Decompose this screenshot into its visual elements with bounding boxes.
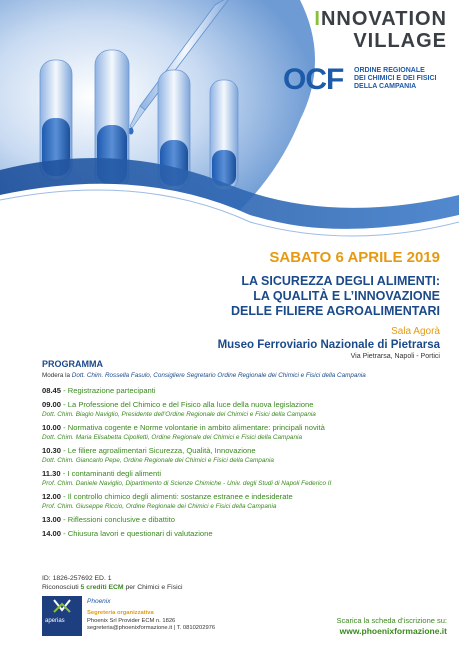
event-date: SABATO 6 APRILE 2019 bbox=[269, 249, 440, 266]
program-item: 11.30 - I contaminanti degli alimenti Prof. Chim. Daniele Naviglio, Dipartimento di Scienze Chimiche - Univ. degli Studi di Napoli Federico II bbox=[42, 469, 332, 487]
website-link[interactable]: www.phoenixformazione.it bbox=[339, 626, 447, 636]
program-heading: PROGRAMMA bbox=[42, 359, 103, 369]
aperias-mark-icon bbox=[42, 596, 82, 618]
innovation-village-logo: INNOVATION VILLAGE bbox=[314, 8, 447, 52]
venue-name: Museo Ferroviario Nazionale di Pietrarsa bbox=[217, 339, 440, 351]
program-item: 13.00 - Riflessioni conclusive e dibattito bbox=[42, 515, 175, 524]
aperias-logo: aperias bbox=[42, 596, 82, 636]
program-item: 10.30 - Le filiere agroalimentari Sicurezza, Qualità, Innovazione Dott. Chim. Giancarlo Pepe, Ordine Regionale dei Chimici e Fisici della Campania bbox=[42, 446, 274, 464]
venue-room: Sala Agorà bbox=[391, 326, 440, 337]
phoenix-logo: Phoenix bbox=[87, 598, 111, 605]
program-item: 09.00 - La Professione del Chimico e del Fisico alla luce della nuova legislazione Dott. Chim. Biagio Naviglio, Presidente dell’Ordine Regionale dei Chimici e Fisici della Campania bbox=[42, 400, 316, 418]
organizer-block bbox=[42, 596, 292, 640]
ocf-text: ORDINE REGIONALE DEI CHIMICI E DEI FISICI DELLA CAMPANIA bbox=[354, 67, 437, 90]
download-form: Scarica la scheda d’iscrizione su: www.phoenixformazione.it bbox=[336, 616, 447, 636]
program-item: 12.00 - Il controllo chimico degli alimenti: sostanze estranee e indesiderate Prof. Chim. Giuseppe Riccio, Ordine Regionale dei Chimici e Fisici della Campania bbox=[42, 492, 293, 510]
ecm-info: ID: 1826-257692 ED. 1 Riconosciuti 5 crediti ECM per Chimici e Fisici bbox=[42, 575, 183, 591]
ocf-logo: OCF ORDINE REGIONALE DEI CHIMICI E DEI FISICI DELLA CAMPANIA bbox=[283, 63, 437, 96]
program-item: 10.00 - Normativa cogente e Norme volontarie in ambito alimentare: principali novità Dott. Chim. Maria Elisabetta Cipolletti, Ordine Regionale dei Chimici e Fisici della Campania bbox=[42, 423, 325, 441]
venue-address: Via Pietrarsa, Napoli - Portici bbox=[350, 353, 440, 360]
organizer-contacts: Segreteria organizzativa Phoenix Srl Provider ECM n. 1826 segreteria@phoenixformazione.it | T. 0810202976 bbox=[87, 610, 216, 632]
moderator-line: Modera la Dott. Chim. Rossella Fasulo, Consigliere Segretario Ordine Regionale dei Chimici e Fisici della Campania bbox=[42, 372, 366, 379]
program-item: 08.45 - Registrazione partecipanti bbox=[42, 386, 156, 395]
event-title: LA SICUREZZA DEGLI ALIMENTI: LA QUALITÀ E L’INNOVAZIONE DELLE FILIERE AGROALIMENTARI bbox=[230, 274, 440, 318]
program-item: 14.00 - Chiusura lavori e questionari di valutazione bbox=[42, 529, 213, 538]
program bbox=[42, 359, 452, 543]
event-venue bbox=[0, 326, 440, 362]
